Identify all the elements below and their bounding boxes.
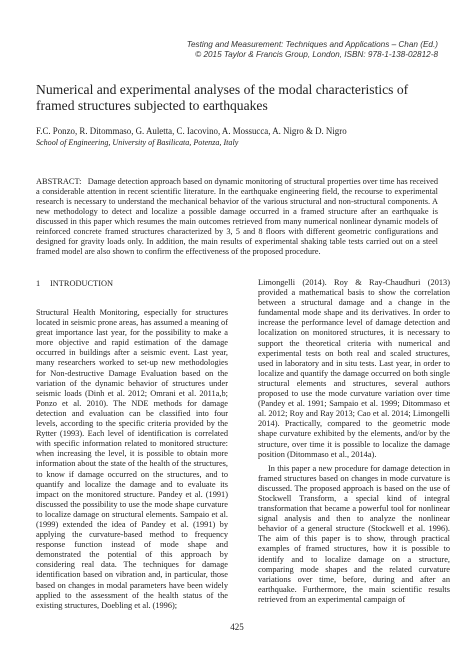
intro-paragraph-1: Structural Health Monitoring, especially for structures located in seismic prone areas, has assumed a meaning of great importance last year, for the possibility to make a more objective and rapid estimation of the damage occurred in buildings after a seismic event. Last year, many researchers worked to set-up new methodologies for Non-destructive Damage Evaluation based on the variation of the dynamic behavior of structures under seismic loads (Dinh et al. 2012; Omrani et al. 2011a,b; Ponzo et al. 2010). The NDE methods for damage detection and evaluation can be classified into four levels, according to the specific criteria provided by the Rytter (1993). Each level of identification is correlated with specific information related to monitored structure: when increasing the level, it is possible to obtain more information about the state of the health of the structures, to know if damage occurred on the structures, and to quantify and localize the damage and to evaluate its impact on the monitored structure. Pandey et al. (1991) discussed the possibility to use the mode shape curvature to localize damage on structural elements. Sampaio et al. (1999) extended the idea of Pandey et al. (1991) by applying the curvature-based method to frequency response function instead of mode shape and demonstrated the potential of this approach by considering real data. The techniques for damage identification based on vibration and, in particular, those based on changes in modal parameters have been widely applied to the assessment of the health status of the existing structures, Doebling et al. (1996); [36,308,228,610]
abstract [36,177,438,257]
right-column [258,278,450,605]
paper-title: Numerical and experimental analyses of the modal characteristics of framed structures subjected to earthquakes [36,82,409,113]
section-heading [36,278,228,289]
abstract-text: Damage detection approach based on dynamic monitoring of structural properties over time has received a considerable attention in recent scientific literature. In the earthquake engineering field, the recourse to experimental research is necessary to understand the mechanical behavior of the various structural and non-structural components. A new methodology to detect and localize a possible damage occurred in a framed structure after an earthquake is discussed in this paper which resumes the main outcomes retrieved from many numerical nonlinear dynamic models of reinforced concrete framed structures characterized by 3, 5 and 8 floors with different geometric configurations and designed for gravity loads only. In addition, the main results of experimental shaking table tests carried out on a steel framed model are also shown to confirm the effectiveness of the proposed procedure. [36,177,438,257]
page-number: 425 [230,622,244,632]
section-number: 1 [36,279,41,288]
section-title: INTRODUCTION [50,279,114,288]
left-column [36,278,228,611]
copyright-line: © 2015 Taylor & Francis Group, London, ISBN: 978-1-138-02812-8 [195,50,438,59]
journal-header [38,40,438,60]
journal-citation: Testing and Measurement: Techniques and Applications – Chan (Ed.) [186,40,438,49]
abstract-label: ABSTRACT: [36,177,82,186]
intro-paragraph-continued: Limongelli (2014). Roy & Ray-Chaudhuri (2013) provided a mathematical basis to show the correlation between a structural damage and a change in the fundamental mode shape and its derivatives. In order to increase the performance level of damage detection and localization on monitored structures, it is necessary to support the theoretical criteria with numerical and experimental tests on both real and scaled structures, used in laboratory and in situ tests. Last year, in order to localize and quantify the damage occurred on both single structural elements and structures, several authors proposed to use the mode curvature variation over time (Pandey et al. 1991; Sampaio et al. 1999; Ditommaso et al. 2012; Roy and Ray 2013; Cao et al. 2014; Limongelli 2014). Practically, compared to the geometric mode shape curvature exhibited by the elements, and/or by the structure, over time it is possible to localize the damage position (Ditommaso et al., 2014a). [258,278,450,459]
intro-paragraph-2: In this paper a new procedure for damage detection in framed structures based on changes in mode curvature is discussed. The proposed approach is based on the use of Stockwell Transform, a special kind of integral transformation that became a powerful tool for nonlinear signal analysis and then to analyze the nonlinear behavior of a general structure (Stockwell et al. 1996). The aim of this paper is to show, through practical examples of framed structures, how it is possible to identify and to localize damage on a structure, comparing mode shapes and the related curvature variations over time, before, during and after an earthquake. Furthermore, the main scientific results retrieved from an experimental campaign of [258,463,450,604]
author-list: F.C. Ponzo, R. Ditommaso, G. Auletta, C. Iacovino, A. Mossucca, A. Nigro & D. Nigro [36,126,347,136]
author-affiliation: School of Engineering, University of Basilicata, Potenza, Italy [36,138,239,147]
